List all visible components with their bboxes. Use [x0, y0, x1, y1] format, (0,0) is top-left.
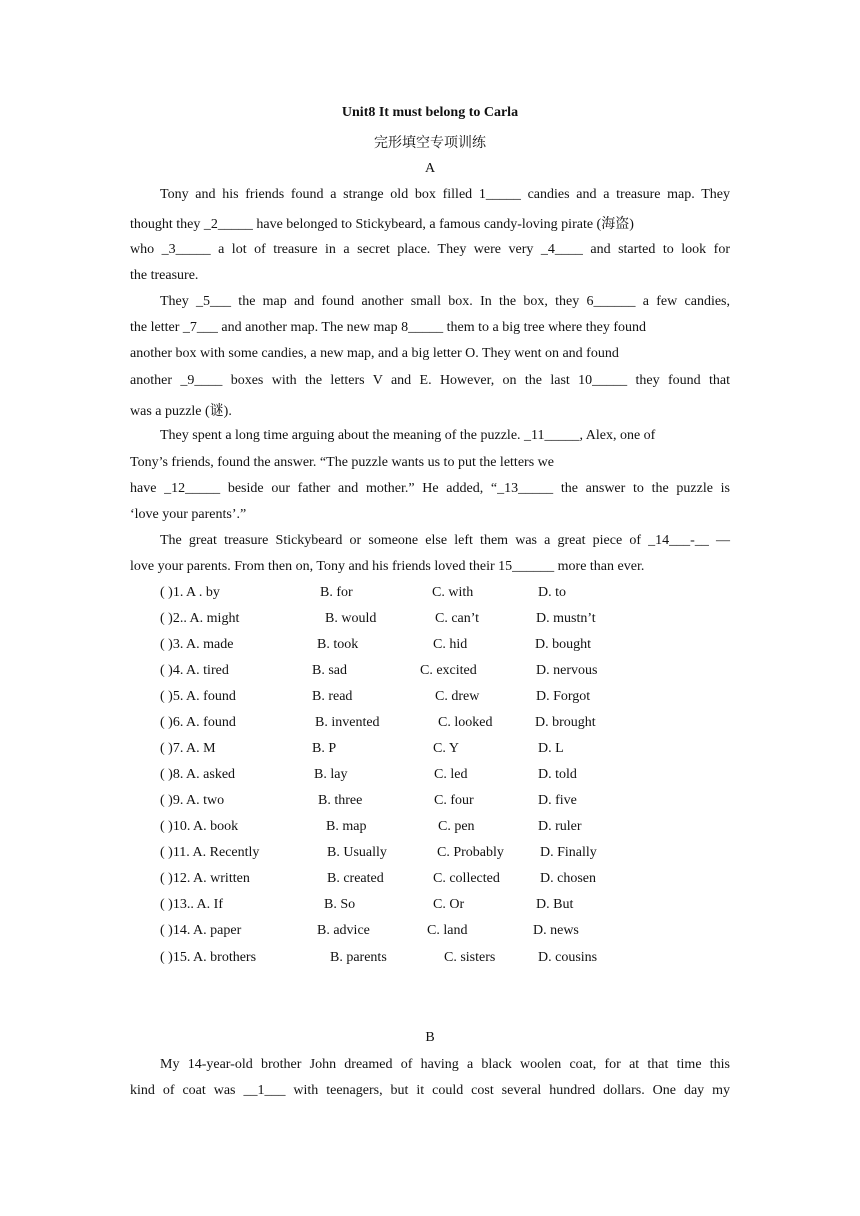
passage-a-line: ‘love your parents’.”	[130, 507, 247, 522]
section-b-label: B	[425, 1030, 435, 1045]
question-option-a: ( )2.. A. might	[160, 611, 240, 626]
passage-a-line: have _12_____ beside our father and mother.” He added, “_13_____ the answer to the puzzle is	[130, 481, 730, 496]
question-row	[160, 923, 760, 943]
question-option-c: C. looked	[438, 715, 493, 730]
question-option-b: B. invented	[315, 715, 380, 730]
question-option-b: B. read	[312, 689, 353, 704]
question-option-c: C. land	[427, 923, 468, 938]
question-option-d: D. to	[538, 585, 566, 600]
question-row	[160, 767, 760, 787]
document-title: Unit8 It must belong to Carla	[341, 105, 519, 120]
question-option-a: ( )15. A. brothers	[160, 950, 257, 965]
passage-a-line: the treasure.	[130, 268, 199, 283]
question-option-c: C. led	[434, 767, 468, 782]
passage-a-line: Tony’s friends, found the answer. “The puzzle wants us to put the letters we	[130, 455, 554, 470]
question-option-d: D. five	[538, 793, 577, 808]
question-row	[160, 637, 760, 657]
question-option-a: ( )6. A. found	[160, 715, 236, 730]
question-option-d: D. bought	[535, 637, 591, 652]
question-option-b: B. advice	[317, 923, 370, 938]
section-a-label: A	[424, 161, 436, 176]
question-row	[160, 611, 760, 631]
question-option-a: ( )10. A. book	[160, 819, 239, 834]
question-option-b: B. for	[320, 585, 353, 600]
passage-a-line: another box with some candies, a new map, and a big letter O. They went on and found	[130, 346, 619, 361]
question-option-d: D. cousins	[538, 950, 598, 965]
question-option-a: ( )3. A. made	[160, 637, 234, 652]
question-option-d: D. mustn’t	[536, 611, 596, 626]
question-option-b: B. three	[318, 793, 363, 808]
passage-a-line: thought they _2_____ have belonged to Stickybeard, a famous candy-loving pirate (海盗)	[130, 217, 634, 232]
question-row	[160, 793, 760, 813]
question-option-c: C. excited	[420, 663, 477, 678]
question-row	[160, 689, 760, 709]
question-option-c: C. four	[434, 793, 474, 808]
passage-b-line: kind of coat was __1___ with teenagers, but it could cost several hundred dollars. One day my	[130, 1083, 730, 1098]
question-option-d: D. Forgot	[536, 689, 591, 704]
question-option-c: C. collected	[433, 871, 500, 886]
passage-b-line: My 14-year-old brother John dreamed of having a black woolen coat, for at that time this	[160, 1057, 730, 1072]
question-option-d: D. nervous	[536, 663, 598, 678]
question-option-b: B. map	[326, 819, 367, 834]
question-option-b: B. took	[317, 637, 359, 652]
question-option-b: B. lay	[314, 767, 348, 782]
question-row	[160, 845, 760, 865]
question-option-a: ( )1. A . by	[160, 585, 220, 600]
question-option-c: C. Probably	[437, 845, 504, 860]
question-option-a: ( )7. A. M	[160, 741, 216, 756]
question-option-c: C. Y	[433, 741, 459, 756]
question-option-a: ( )5. A. found	[160, 689, 236, 704]
question-option-c: C. hid	[433, 637, 468, 652]
question-option-a: ( )11. A. Recently	[160, 845, 260, 860]
question-option-b: B. Usually	[327, 845, 387, 860]
question-option-c: C. can’t	[435, 611, 480, 626]
question-option-a: ( )8. A. asked	[160, 767, 236, 782]
question-option-a: ( )12. A. written	[160, 871, 250, 886]
question-option-b: B. parents	[330, 950, 387, 965]
question-row	[160, 871, 760, 891]
question-row	[160, 741, 760, 761]
question-row	[160, 663, 760, 683]
question-option-c: C. sisters	[444, 950, 496, 965]
question-option-b: B. So	[324, 897, 356, 912]
question-option-c: C. Or	[433, 897, 465, 912]
passage-a-line: The great treasure Stickybeard or someone else left them was a great piece of _14___-__ —	[160, 533, 730, 548]
question-option-c: C. pen	[438, 819, 475, 834]
question-option-a: ( )4. A. tired	[160, 663, 229, 678]
question-option-d: D. brought	[535, 715, 596, 730]
question-option-d: D. chosen	[540, 871, 596, 886]
passage-a-line: love your parents. From then on, Tony and his friends loved their 15______ more than ever.	[130, 559, 645, 574]
question-row	[160, 585, 760, 605]
document-subtitle: 完形填空专项训练	[374, 136, 486, 151]
question-row	[160, 819, 760, 839]
passage-a-line: the letter _7___ and another map. The new map 8_____ them to a big tree where they found	[130, 320, 647, 335]
question-option-a: ( )9. A. two	[160, 793, 225, 808]
question-option-b: B. sad	[312, 663, 347, 678]
question-option-d: D. ruler	[538, 819, 582, 834]
question-option-b: B. P	[312, 741, 337, 756]
question-option-d: D. told	[538, 767, 577, 782]
question-option-b: B. created	[327, 871, 384, 886]
passage-a-line: who _3_____ a lot of treasure in a secret place. They were very _4____ and started to look for	[130, 242, 730, 257]
question-row	[160, 715, 760, 735]
passage-a-line: was a puzzle (谜).	[130, 404, 232, 419]
question-option-b: B. would	[325, 611, 377, 626]
question-option-c: C. with	[432, 585, 474, 600]
question-option-a: ( )14. A. paper	[160, 923, 242, 938]
question-option-d: D. But	[536, 897, 574, 912]
passage-a-line: They spent a long time arguing about the meaning of the puzzle. _11_____, Alex, one of	[160, 428, 656, 443]
question-option-d: D. Finally	[540, 845, 597, 860]
passage-a-line: another _9____ boxes with the letters V and E. However, on the last 10_____ they found that	[130, 373, 730, 388]
question-row	[160, 950, 760, 970]
question-option-d: D. L	[538, 741, 564, 756]
passage-a-line: Tony and his friends found a strange old box filled 1_____ candies and a treasure map. They	[160, 187, 730, 202]
passage-a-line: They _5___ the map and found another small box. In the box, they 6______ a few candies,	[160, 294, 730, 309]
question-option-d: D. news	[533, 923, 579, 938]
question-option-a: ( )13.. A. If	[160, 897, 223, 912]
question-option-c: C. drew	[435, 689, 480, 704]
question-row	[160, 897, 760, 917]
